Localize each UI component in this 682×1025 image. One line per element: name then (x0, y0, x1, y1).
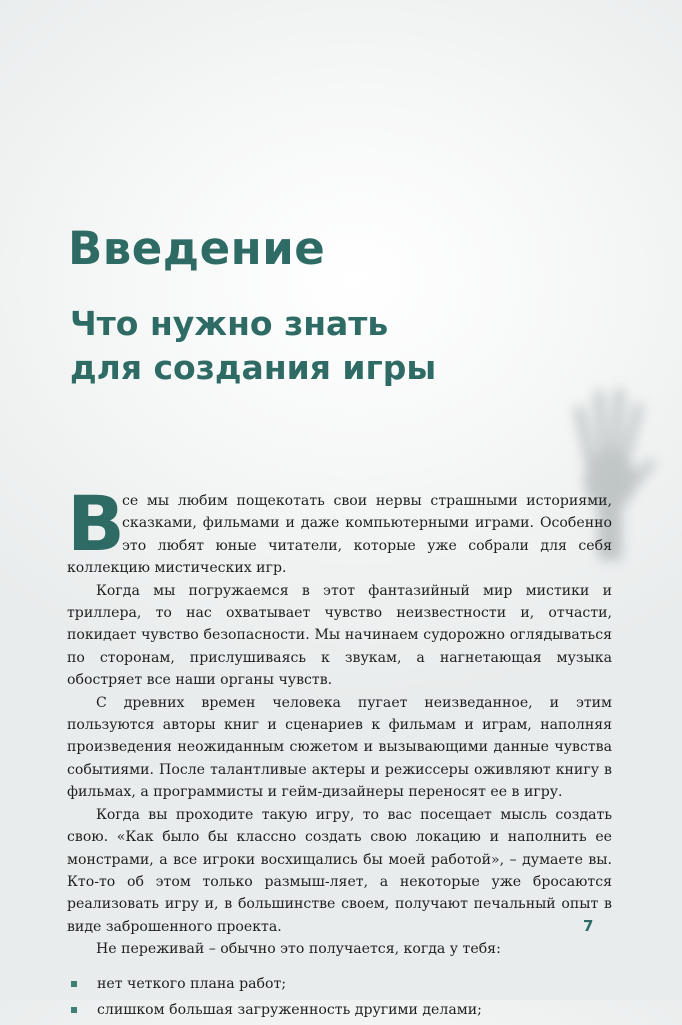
list-item-text: слишком большая загруженность другими делами; (97, 1001, 482, 1018)
list-item-text: нет четкого плана работ; (97, 975, 287, 992)
paragraph-3: С древних времен человека пугает неизведанное, и этим пользуются авторы книг и сценариев к фильмам и играм, наполняя произведения неожиданным сюжетом и вызывающими данные чувства событиями. После талантливые актеры и режиссеры оживляют книгу в фильмах, а программисты и гейм-дизайнеры переносят ее в игру. (67, 694, 612, 801)
drop-cap: В (67, 479, 125, 568)
chapter-subtitle (70, 302, 590, 390)
subtitle-line-2: для создания игры (70, 348, 437, 387)
page-number: 7 (583, 917, 594, 935)
bullet-square-icon (71, 1007, 77, 1013)
list-item (97, 999, 612, 1021)
paragraph-1: се мы любим пощекотать свои нервы страшными историями, сказками, фильмами и даже компьютерными играми. Особенно это любят юные читатели, которые уже собрали для себя коллекцию мистических игр. (67, 493, 612, 577)
list-item (97, 973, 612, 995)
paragraph-4: Когда вы проходите такую игру, то вас посещает мысль создать свою. «Как было бы классно создать свою локацию и наполнить ее монстрами, а все игроки восхищались бы моей работой», – думаете вы. Кто-то об этом только размыш-ляет, а некоторые уже бросаются реализовать игру и, в большинстве своем, получают печальный опыт в виде заброшенного проекта. (67, 806, 612, 935)
paragraph-5: Не переживай – обычно это получается, когда у тебя: (96, 941, 501, 958)
bullet-list (97, 973, 612, 1022)
subtitle-line-1: Что нужно знать (70, 304, 389, 343)
chapter-title: Введение (68, 222, 326, 275)
paragraph-2: Когда мы погружаемся в этот фантазийный мир мистики и триллера, то нас охватывает чувство неизвестности и, отчасти, покидает чувство безопасности. Мы начинаем судорожно оглядываться по сторонам, прислушиваясь к звукам, а нагнетающая музыка обостряет все наши органы чувств. (67, 582, 612, 689)
bullet-square-icon (71, 981, 77, 987)
body-text (67, 479, 612, 1025)
